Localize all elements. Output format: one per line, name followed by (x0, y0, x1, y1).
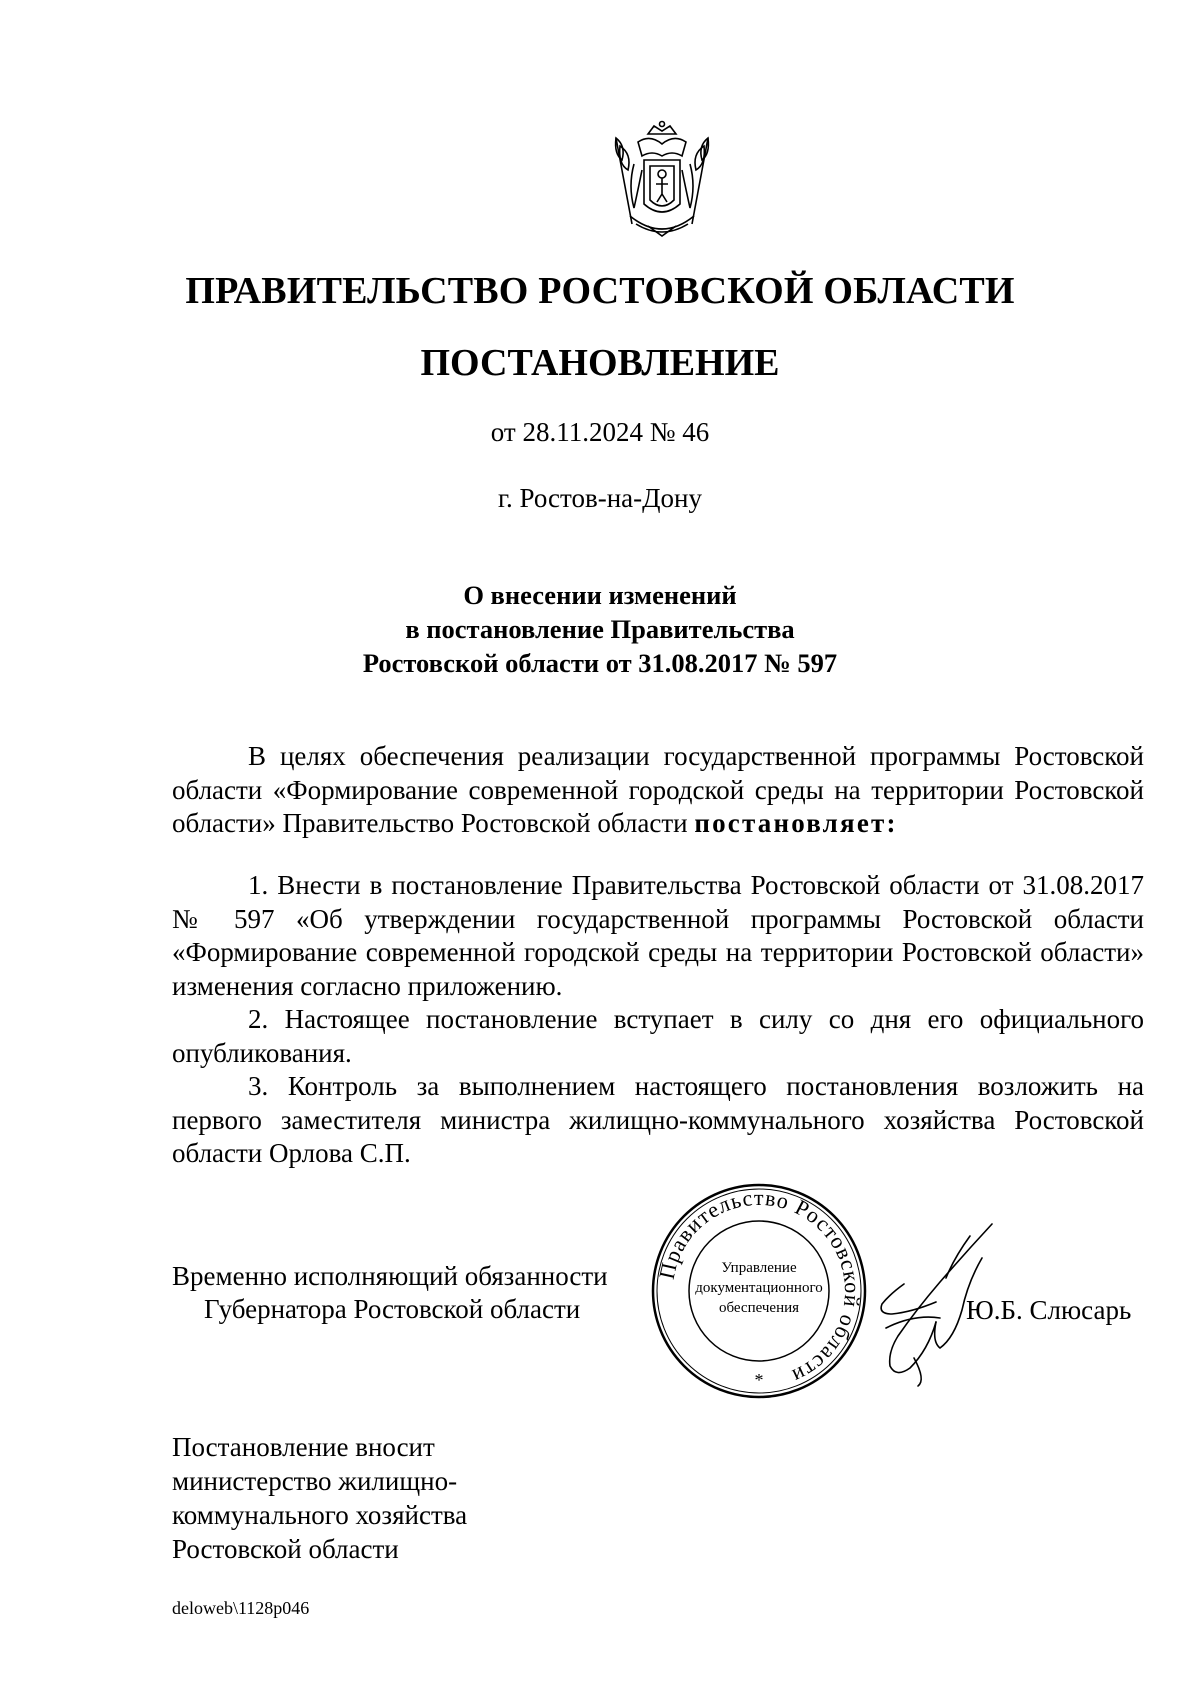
seal-center-line: Управление (721, 1260, 797, 1276)
document-type-title: ПОСТАНОВЛЕНИЕ (420, 342, 780, 384)
seal-ring-text: Правительство Ростовской области (653, 1184, 866, 1390)
signatory-position (172, 1260, 608, 1326)
seal-star: * (754, 1370, 764, 1390)
submitter-line: Постановление вносит (172, 1432, 435, 1462)
document-city: г. Ростов-на-Дону (497, 483, 702, 513)
subject-line: О внесении изменений (463, 580, 737, 610)
submitter-line: министерство жилищно- (172, 1466, 458, 1496)
document-number-date: от 28.11.2024 № 46 (490, 417, 710, 447)
signatory-name: Ю.Б. Слюсарь (966, 1295, 1132, 1325)
signatory-position-line: Временно исполняющий обязанности (172, 1261, 608, 1291)
decree-items (172, 869, 1144, 1171)
coat-of-arms-emblem (604, 120, 720, 240)
document-subject (0, 578, 1200, 680)
decree-item-3: 3. Контроль за выполнением настоящего постановления возложить на первого заместителя министра жилищно-коммунального хозяйства Ростовской области Орлова С.П. (172, 1071, 1144, 1168)
file-code: deloweb\1128p046 (172, 1598, 310, 1618)
preamble-paragraph (172, 740, 1144, 841)
subject-line: Ростовской области от 31.08.2017 № 597 (362, 648, 838, 678)
decree-word: постановляет: (694, 808, 898, 838)
decree-item-1: 1. Внести в постановление Правительства Ростовской области от 31.08.2017 № 597 «Об утверждении государственной программы Ростовской области «Формирование современной городской среды на территории Ростовской области» изменения согласно приложению. (172, 870, 1144, 1001)
seal-center-line: документационного (695, 1280, 823, 1296)
organization-title: ПРАВИТЕЛЬСТВО РОСТОВСКОЙ ОБЛАСТИ (185, 270, 1015, 312)
submitter-line: коммунального хозяйства (172, 1500, 468, 1530)
signatory-position-line: Губернатора Ростовской области (204, 1294, 581, 1324)
preamble-text: В целях обеспечения реализации государственной программы Ростовской области «Формирование современной городской среды на территории Ростовской области» Правительство Ростовской области (172, 741, 1144, 838)
official-seal (648, 1180, 870, 1402)
submitter-line: Ростовской области (172, 1534, 399, 1564)
seal-center-line: обеспечения (718, 1300, 800, 1316)
decree-item-2: 2. Настоящее постановление вступает в силу со дня его официального опубликования. (172, 1004, 1144, 1068)
submitter-block (172, 1430, 467, 1566)
subject-line: в постановление Правительства (405, 614, 795, 644)
